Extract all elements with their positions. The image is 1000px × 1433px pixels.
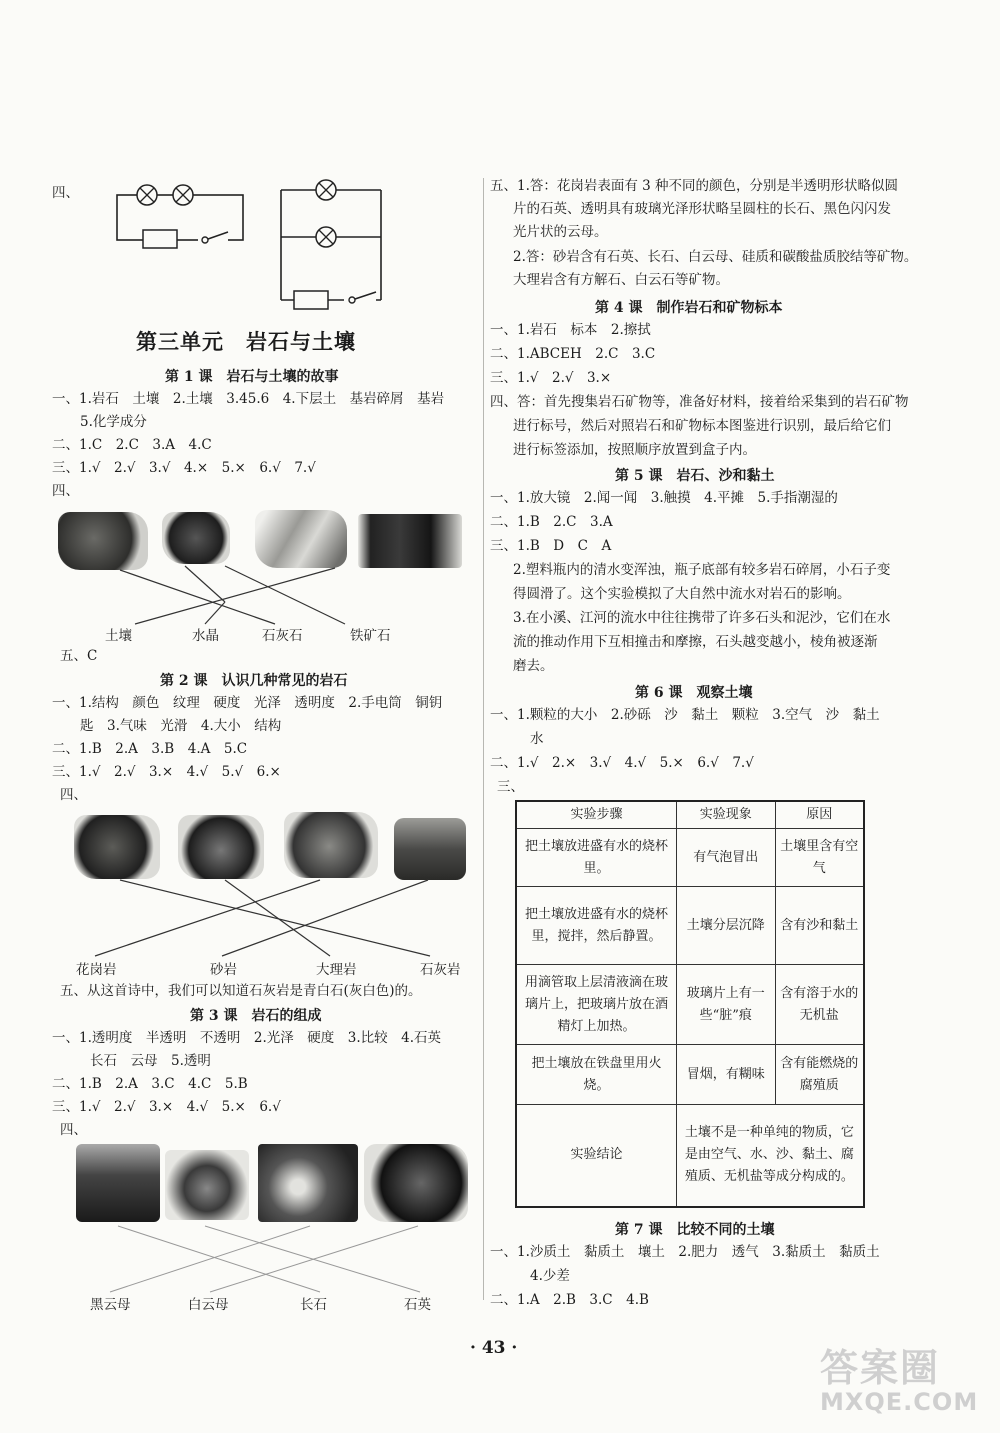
lesson5-line: 3.在小溪、江河的流水中往往携带了许多石头和泥沙，它们在水 xyxy=(513,610,891,626)
table-header-row xyxy=(516,801,864,829)
lesson1-q5: 五、C xyxy=(60,648,98,664)
table-cell: 把土壤放在铁盘里用火烧。 xyxy=(516,1045,676,1105)
table-cell: 有气泡冒出 xyxy=(676,829,775,887)
match-label: 土壤 xyxy=(105,628,132,644)
lesson2-q5: 五、从这首诗中，我们可以知道石灰岩是青白石(灰白色)的。 xyxy=(60,983,422,999)
lesson5-line: 三、1.B D C A xyxy=(490,538,612,554)
lesson4-line: 三、1.√ 2.√ 3.× xyxy=(490,370,612,386)
lesson3-line: 二、1.B 2.A 3.C 4.C 5.B xyxy=(52,1076,248,1092)
lesson1-line: 四、 xyxy=(52,483,79,499)
table-cell: 玻璃片上有一些“脏”痕 xyxy=(676,965,775,1045)
match-label: 长石 xyxy=(300,1297,327,1313)
lesson5-line: 得圆滑了。这个实验模拟了大自然中流水对岩石的影响。 xyxy=(513,586,851,602)
lesson1-line: 5.化学成分 xyxy=(80,414,147,430)
match-label: 黑云母 xyxy=(90,1297,131,1313)
lesson1-title: 第 1 课 岩石与土壤的故事 xyxy=(165,369,339,385)
lesson5-line: 2.塑料瓶内的清水变浑浊，瓶子底部有较多岩石碎屑，小石子变 xyxy=(513,562,891,578)
table-conclusion-row xyxy=(516,1105,864,1207)
match-label: 铁矿石 xyxy=(350,628,391,644)
lesson4-title: 第 4 课 制作岩石和矿物标本 xyxy=(595,300,783,316)
table-cell: 用滴管取上层清液滴在玻璃片上，把玻璃片放在酒精灯上加热。 xyxy=(516,965,676,1045)
lesson2-line: 一、1.结构 颜色 纹理 硬度 光泽 透明度 2.手电筒 铜钥 xyxy=(52,695,443,711)
lesson4-line: 进行标号，然后对照岩石和矿物标本图鉴进行识别，最后给它们 xyxy=(513,418,891,434)
q5-line: 光片状的云母。 xyxy=(513,224,608,240)
match-label: 石灰石 xyxy=(262,628,303,644)
table-row xyxy=(516,829,864,887)
lesson7-title: 第 7 课 比较不同的土壤 xyxy=(615,1222,775,1238)
lesson3-line: 三、1.√ 2.√ 3.× 4.√ 5.× 6.√ xyxy=(52,1099,281,1115)
lesson4-line: 四、答：首先搜集岩石矿物等，准备好材料，接着给采集到的岩石矿物 xyxy=(490,394,909,410)
q4-label: 四、 xyxy=(52,185,79,201)
lesson2-title: 第 2 课 认识几种常见的岩石 xyxy=(160,673,348,689)
lesson1-line: 一、1.岩石 土壤 2.土壤 3.45.6 4.下层土 基岩碎屑 基岩 xyxy=(52,391,445,407)
lesson6-line: 水 xyxy=(530,731,544,747)
watermark-logo: 答案圈 MXQE.COM xyxy=(820,1346,979,1416)
q5-line: 五、1.答：花岗岩表面有 3 种不同的颜色，分别是半透明形状略似圆 xyxy=(490,178,899,194)
lesson3-line: 一、1.透明度 半透明 不透明 2.光泽 硬度 3.比较 4.石英 xyxy=(52,1030,442,1046)
table-row xyxy=(516,965,864,1045)
lesson1-line: 二、1.C 2.C 3.A 4.C xyxy=(52,437,212,453)
lesson7-line: 一、1.沙质土 黏质土 壤土 2.肥力 透气 3.黏质土 黏质土 xyxy=(490,1244,880,1260)
lesson5-line: 二、1.B 2.C 3.A xyxy=(490,514,613,530)
lesson4-line: 一、1.岩石 标本 2.擦拭 xyxy=(490,322,651,338)
match-label: 石英 xyxy=(404,1297,431,1313)
table-cell: 含有沙和黏土 xyxy=(775,887,864,965)
lesson2-line: 三、1.√ 2.√ 3.× 4.√ 5.√ 6.× xyxy=(52,764,281,780)
lesson3-match-lines xyxy=(0,0,480,1300)
table-header: 原因 xyxy=(775,801,864,829)
match-label: 花岗岩 xyxy=(76,962,117,978)
conclusion-label: 实验结论 xyxy=(516,1105,676,1207)
lesson2-line: 四、 xyxy=(60,787,87,803)
match-label: 砂岩 xyxy=(210,962,237,978)
column-divider xyxy=(483,178,484,1300)
lesson6-line: 一、1.颗粒的大小 2.砂砾 沙 黏土 颗粒 3.空气 沙 黏土 xyxy=(490,707,880,723)
page-number: · 43 · xyxy=(470,1338,518,1358)
lesson7-line: 二、1.A 2.B 3.C 4.B xyxy=(490,1292,649,1308)
q5-line: 大理岩含有方解石、白云石等矿物。 xyxy=(513,272,729,288)
lesson5-title: 第 5 课 岩石、沙和黏土 xyxy=(615,468,775,484)
lesson7-line: 4.少差 xyxy=(530,1268,570,1284)
lesson6-line: 三、 xyxy=(497,779,524,795)
q5-line: 2.答：砂岩含有石英、长石、白云母、硅质和碳酸盐质胶结等矿物。 xyxy=(513,249,918,265)
lesson3-line: 长石 云母 5.透明 xyxy=(90,1053,211,1069)
unit-title: 第三单元 岩石与土壤 xyxy=(136,329,356,354)
table-cell: 冒烟，有糊味 xyxy=(676,1045,775,1105)
experiment-table xyxy=(515,800,865,1208)
table-cell: 含有能燃烧的腐殖质 xyxy=(775,1045,864,1105)
match-label: 大理岩 xyxy=(316,962,357,978)
conclusion-text: 土壤不是一种单纯的物质，它是由空气、水、沙、黏土、腐殖质、无机盐等成分构成的。 xyxy=(676,1105,864,1207)
lesson4-line: 进行标签添加，按照顺序放置到盒子内。 xyxy=(513,442,756,458)
table-row xyxy=(516,887,864,965)
lesson2-line: 二、1.B 2.A 3.B 4.A 5.C xyxy=(52,741,248,757)
lesson4-line: 二、1.ABCEH 2.C 3.C xyxy=(490,346,656,362)
match-label: 水晶 xyxy=(192,628,219,644)
table-cell: 土壤里含有空气 xyxy=(775,829,864,887)
q5-line: 片的石英、透明具有玻璃光泽形状略呈圆柱的长石、黑色闪闪发 xyxy=(513,201,891,217)
lesson5-line: 一、1.放大镜 2.闻一闻 3.触摸 4.平摊 5.手指潮湿的 xyxy=(490,490,838,506)
match-label: 白云母 xyxy=(188,1297,229,1313)
lesson5-line: 磨去。 xyxy=(513,658,554,674)
lesson6-title: 第 6 课 观察土壤 xyxy=(635,685,753,701)
lesson3-title: 第 3 课 岩石的组成 xyxy=(190,1008,322,1024)
lesson6-line: 二、1.√ 2.× 3.√ 4.√ 5.× 6.√ 7.√ xyxy=(490,755,754,771)
table-header: 实验现象 xyxy=(676,801,775,829)
lesson5-line: 流的推动作用下互相撞击和摩擦，石头越变越小，棱角被逐渐 xyxy=(513,634,878,650)
lesson3-line: 四、 xyxy=(60,1122,87,1138)
table-cell: 把土壤放进盛有水的烧杯里。 xyxy=(516,829,676,887)
match-label: 石灰岩 xyxy=(420,962,461,978)
lesson2-line: 匙 3.气味 光滑 4.大小 结构 xyxy=(80,718,282,734)
table-row xyxy=(516,1045,864,1105)
table-cell: 把土壤放进盛有水的烧杯里，搅拌，然后静置。 xyxy=(516,887,676,965)
lesson1-line: 三、1.√ 2.√ 3.√ 4.× 5.× 6.√ 7.√ xyxy=(52,460,316,476)
table-header: 实验步骤 xyxy=(516,801,676,829)
table-cell: 土壤分层沉降 xyxy=(676,887,775,965)
table-cell: 含有溶于水的无机盐 xyxy=(775,965,864,1045)
